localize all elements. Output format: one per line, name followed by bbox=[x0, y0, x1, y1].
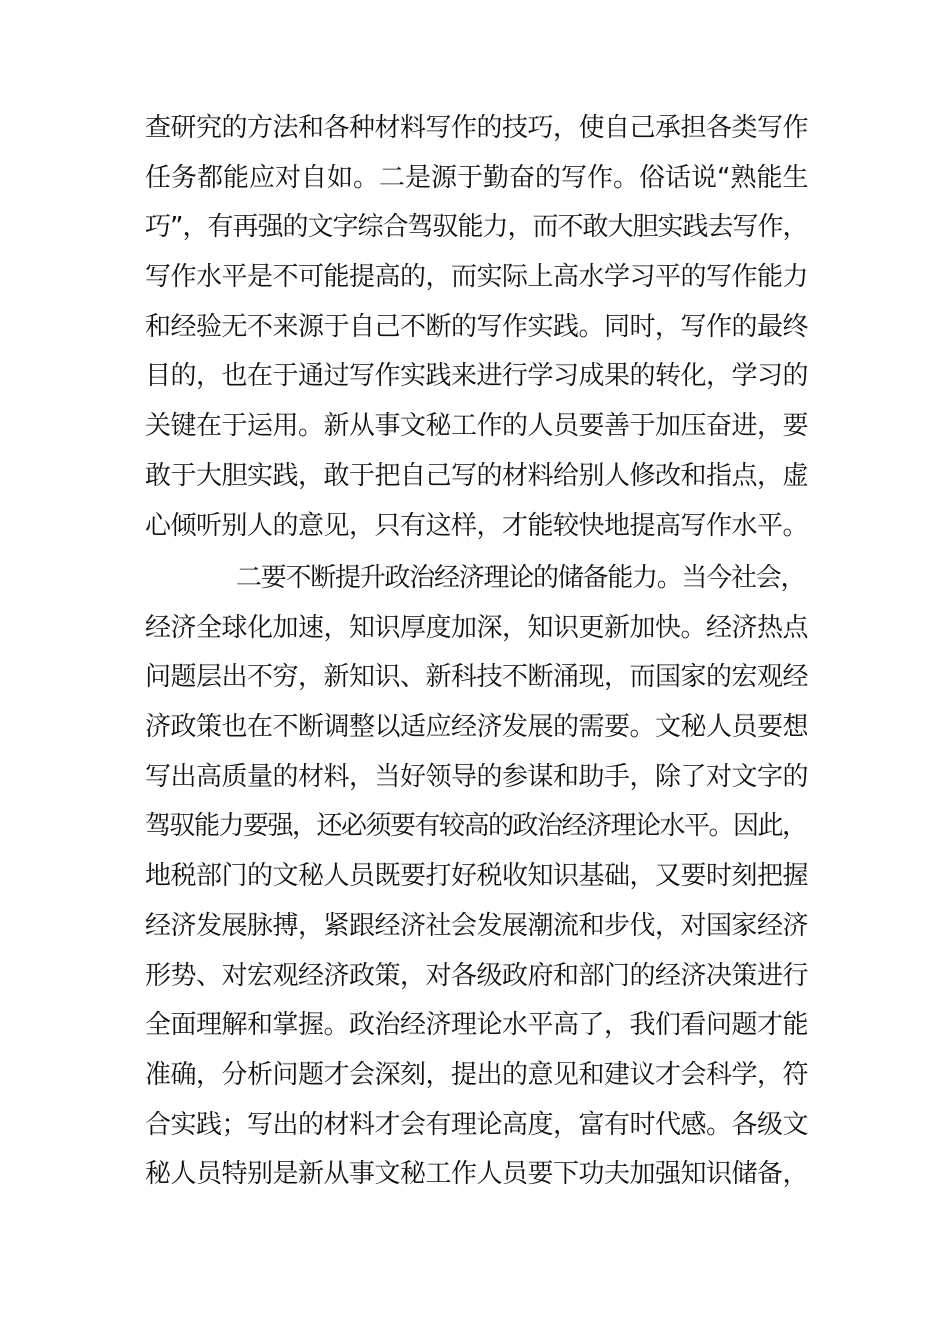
text-line: 查研究的方法和各种材料写作的技巧，使自己承担各类写作 bbox=[145, 113, 809, 143]
text-line: 秘人员特别是新从事文秘工作人员要下功夫加强知识储备， bbox=[145, 1159, 809, 1190]
text-line: 经济发展脉搏，紧跟经济社会发展潮流和步伐，对国家经济 bbox=[145, 910, 809, 941]
text-line: 写作水平是不可能提高的，而实际上高水学习平的写作能力 bbox=[145, 262, 809, 293]
text-line: 合实践；写出的材料才会有理论高度，富有时代感。各级文 bbox=[145, 1109, 809, 1140]
text-line-indented: 二要不断提升政治经济理论的储备能力。当今社会， bbox=[236, 563, 806, 593]
paragraph bbox=[145, 554, 810, 1200]
text-line: 写出高质量的材料，当好领导的参谋和助手，除了对文字的 bbox=[145, 761, 809, 792]
text-line: 敢于大胆实践，敢于把自己写的材料给别人修改和指点，虚 bbox=[145, 460, 809, 491]
text-line: 心倾听别人的意见，只有这样，才能较快地提高写作水平。 bbox=[145, 510, 809, 541]
text-line: 驾驭能力要强，还必须要有较高的政治经济理论水平。因此， bbox=[145, 811, 807, 842]
text-line: 任务都能应对自如。二是源于勤奋的写作。俗话说“熟能生 bbox=[145, 162, 809, 193]
text-line: 和经验无不来源于自己不断的写作实践。同时，写作的最终 bbox=[145, 311, 809, 342]
text-line: 经济全球化加速，知识厚度加深，知识更新加快。经济热点 bbox=[145, 612, 809, 643]
text-line: 目的，也在于通过写作实践来进行学习成果的转化，学习的 bbox=[145, 361, 809, 392]
text-line: 济政策也在不断调整以适应经济发展的需要。文秘人员要想 bbox=[145, 712, 809, 743]
text-line: 地税部门的文秘人员既要打好税收知识基础，又要时刻把握 bbox=[145, 861, 809, 892]
text-line: 巧”，有再强的文字综合驾驭能力，而不敢大胆实践去写作， bbox=[145, 212, 808, 243]
text-line: 全面理解和掌握。政治经济理论水平高了，我们看问题才能 bbox=[145, 1010, 809, 1041]
paragraph bbox=[145, 104, 810, 551]
text-line: 关键在于运用。新从事文秘工作的人员要善于加压奋进，要 bbox=[145, 411, 809, 442]
text-line: 准确，分析问题才会深刻，提出的意见和建议才会科学，符 bbox=[145, 1059, 809, 1090]
text-line: 形势、对宏观经济政策，对各级政府和部门的经济决策进行 bbox=[145, 960, 809, 991]
text-line: 问题层出不穷，新知识、新科技不断涌现，而国家的宏观经 bbox=[145, 662, 809, 693]
